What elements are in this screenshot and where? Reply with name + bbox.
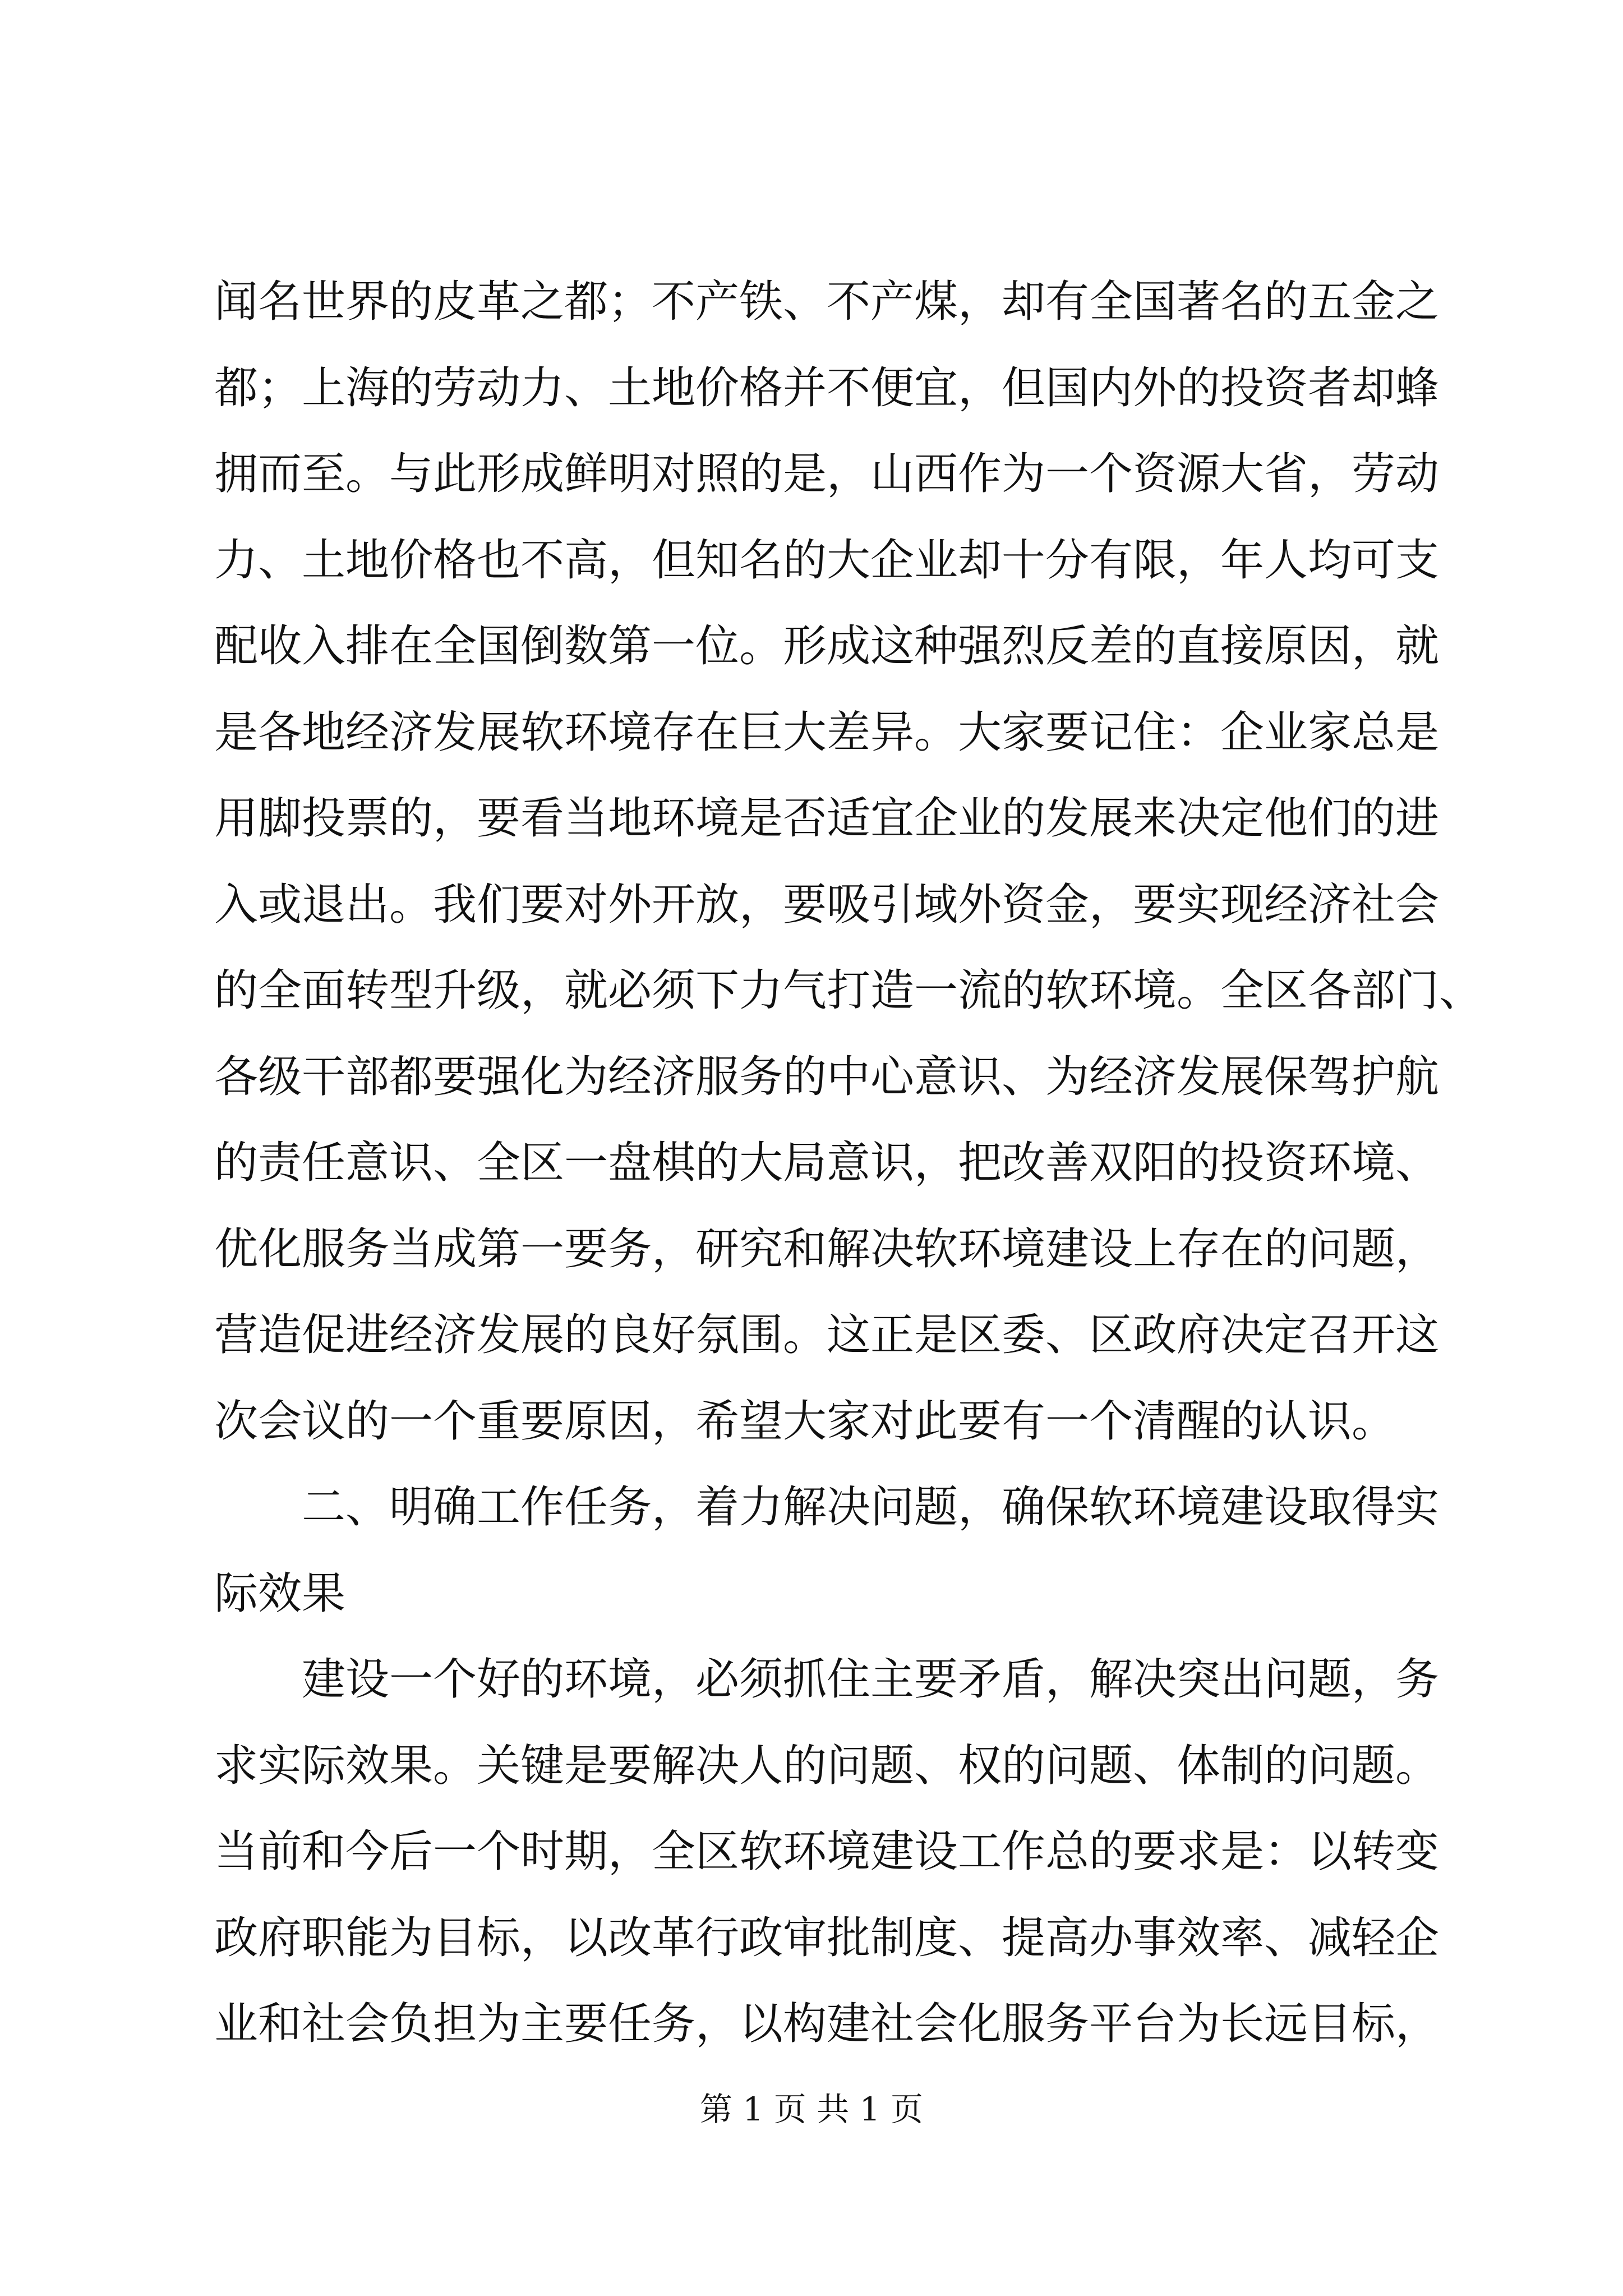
text-line: 入或退出。我们要对外开放，要吸引域外资金，要实现经济社会: [214, 879, 1440, 930]
text-line: 政府职能为目标，以改革行政审批制度、提高办事效率、减轻企: [214, 1912, 1440, 1963]
text-line: 各级干部都要强化为经济服务的中心意识、为经济发展保驾护航: [214, 1051, 1440, 1102]
body-text: [214, 259, 1483, 2068]
text-line: 求实际效果。关键是要解决人的问题、权的问题、体制的问题。: [214, 1740, 1440, 1791]
text-line: 的责任意识、全区一盘棋的大局意识，把改善双阳的投资环境、: [214, 1138, 1440, 1188]
text-line: 配收入排在全国倒数第一位。形成这种强烈反差的直接原因，就: [214, 621, 1440, 671]
section-heading-line: 际效果: [214, 1568, 346, 1619]
text-line: 闻名世界的皮革之都；不产铁、不产煤，却有全国著名的五金之: [214, 277, 1440, 327]
text-line: 业和社会负担为主要任务，以构建社会化服务平台为长远目标，: [214, 1999, 1440, 2049]
text-line: 建设一个好的环境，必须抓住主要矛盾，解决突出问题，务: [302, 1654, 1440, 1705]
text-line: 力、土地价格也不高，但知名的大企业却十分有限，年人均可支: [214, 535, 1440, 586]
text-line: 是各地经济发展软环境存在巨大差异。大家要记住：企业家总是: [214, 707, 1440, 758]
text-line: 当前和今后一个时期，全区软环境建设工作总的要求是：以转变: [214, 1826, 1440, 1877]
section-heading-line: 二、明确工作任务，着力解决问题，确保软环境建设取得实: [302, 1482, 1440, 1533]
text-line: 都；上海的劳动力、土地价格并不便宜，但国内外的投资者却蜂: [214, 362, 1440, 413]
text-line: 次会议的一个重要原因，希望大家对此要有一个清醒的认识。: [214, 1396, 1396, 1447]
text-line: 用脚投票的，要看当地环境是否适宜企业的发展来决定他们的进: [214, 793, 1440, 844]
page-footer: 第 1 页 共 1 页: [700, 2090, 923, 2128]
text-line: 优化服务当成第一要务，研究和解决软环境建设上存在的问题，: [214, 1223, 1440, 1274]
text-line: 的全面转型升级，就必须下力气打造一流的软环境。全区各部门、: [214, 965, 1483, 1016]
text-line: 营造促进经济发展的良好氛围。这正是区委、区政府决定召开这: [214, 1310, 1440, 1360]
text-line: 拥而至。与此形成鲜明对照的是，山西作为一个资源大省，劳动: [214, 449, 1440, 499]
